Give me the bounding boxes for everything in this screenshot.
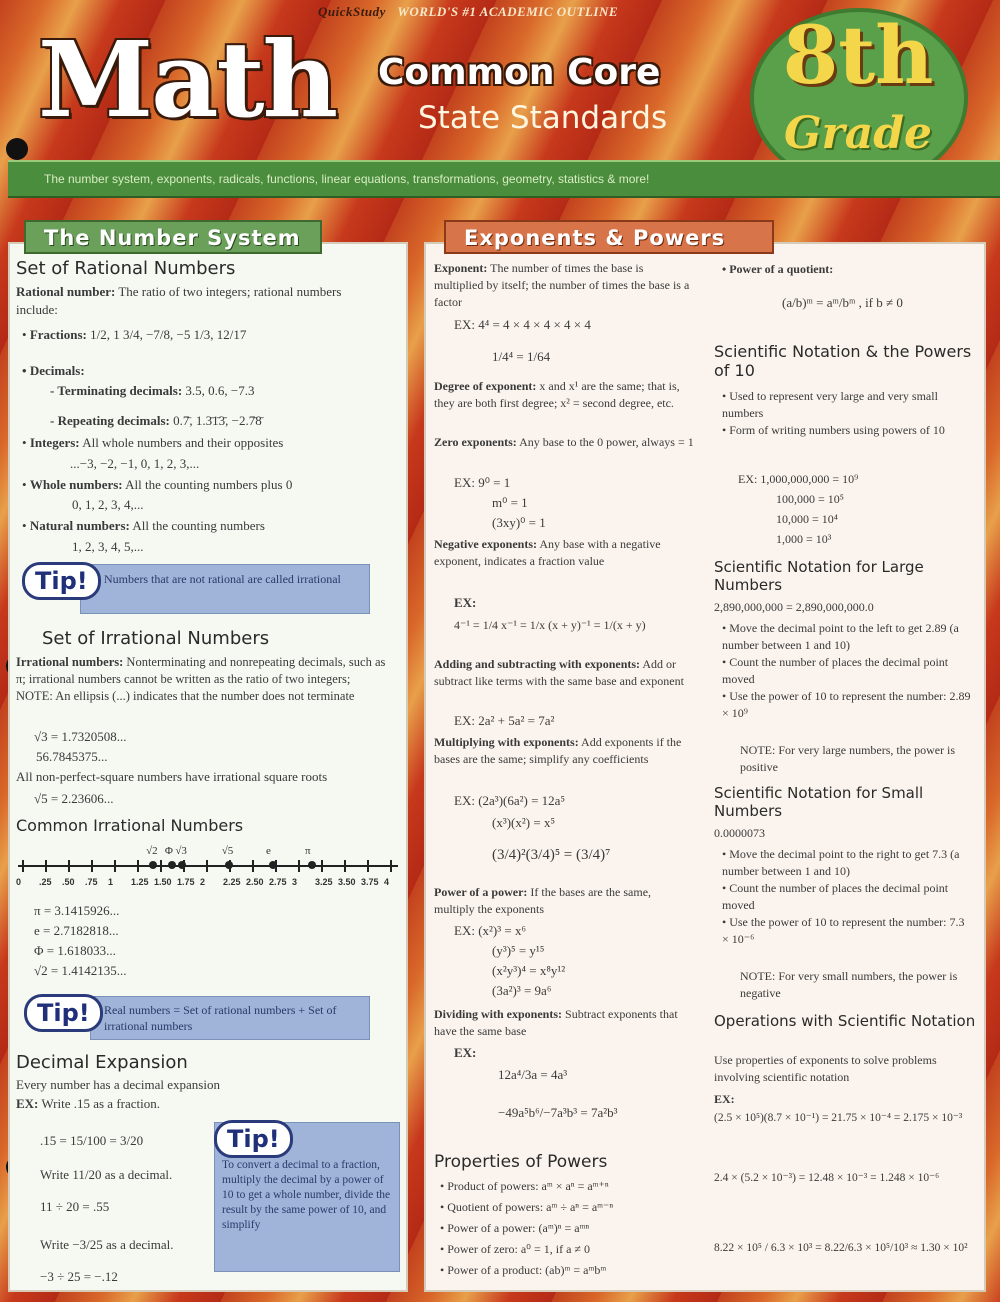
number-line-dot xyxy=(168,861,176,869)
number-line-tick-label: 4 xyxy=(384,877,390,887)
irrational-def: Irrational numbers: Nonterminating and nonrepeating decimals, such as π; irrational numbers cannot be written as the ratio of two integers; NOTE: An ellipsis (...) indicates that the number does not terminate xyxy=(16,655,386,703)
large-bullet: • Use the power of 10 to represent the number: 2.89 × 10⁹ xyxy=(722,689,971,720)
repeating-item: - Repeating decimals: 0.7̄, 1.3̄1̄3̄, −2.7̄8̄ xyxy=(50,413,262,428)
topics-banner xyxy=(8,160,1000,198)
large-heading: Scientific Notation for Large Numbers xyxy=(714,558,924,594)
neg-ex-label: EX: xyxy=(454,595,477,610)
number-line-tick xyxy=(22,860,24,872)
ops-ex-1: (2.5 × 10⁵)(8.7 × 10⁻¹) = 21.75 × 10⁻⁴ = 2.175 × 10⁻³ xyxy=(714,1112,963,1124)
number-line-dot-label: π xyxy=(305,845,311,857)
zero-ex-2: m⁰ = 1 xyxy=(492,495,528,510)
decimal-ex: EX: Write .15 as a fraction. xyxy=(16,1096,160,1111)
number-line-tick xyxy=(252,860,254,872)
number-line-tick-label: 3.75 xyxy=(361,877,379,887)
small-bullet: • Use the power of 10 to represent the number: 7.3 × 10⁻⁶ xyxy=(722,915,965,946)
fractions-item: • Fractions: 1/2, 1 3/4, −7/8, −5 1/3, 12/17 xyxy=(22,327,247,342)
small-bullet: • Count the number of places the decimal point moved xyxy=(722,881,949,912)
add-ex: EX: 2a² + 5a² = 7a² xyxy=(454,713,555,728)
sci-bullet: • Used to represent very large and very small numbers xyxy=(722,389,938,420)
common-irrational-heading: Common Irrational Numbers xyxy=(16,816,244,835)
number-line-tick-label: 2.50 xyxy=(246,877,264,887)
whole-vals: 0, 1, 2, 3, 4,... xyxy=(72,497,144,512)
number-line-tick-label: 3.50 xyxy=(338,877,356,887)
decimal-eq1: .15 = 15/100 = 3/20 xyxy=(40,1133,144,1148)
number-line-tick-label: 3 xyxy=(292,877,298,887)
number-line-tick-label: 1.25 xyxy=(131,877,149,887)
pow-ex-4: (3a²)³ = 9a⁶ xyxy=(492,983,552,998)
rational-heading: Set of Rational Numbers xyxy=(16,258,236,279)
pow-ex-2: (y³)⁵ = y¹⁵ xyxy=(492,943,545,958)
natural-item: • Natural numbers: All the counting numbers xyxy=(22,518,265,533)
number-line-tick xyxy=(206,860,208,872)
sci-ex-3: 10,000 = 10⁴ xyxy=(776,512,838,526)
sqrt3-continued: 56.7845375... xyxy=(36,749,108,764)
sci-ex-4: 1,000 = 10³ xyxy=(776,532,832,546)
natural-vals: 1, 2, 3, 4, 5,... xyxy=(72,539,144,554)
decimals-label: • Decimals: xyxy=(22,363,85,378)
title-state-standards: State Standards xyxy=(418,100,668,136)
topics-banner-text: The number system, exponents, radicals, functions, linear equations, transformations, geometry, statistics & more! xyxy=(44,172,650,186)
sci-ex-1: EX: 1,000,000,000 = 10⁹ xyxy=(738,472,859,486)
nonperfect-note: All non-perfect-square numbers have irrational square roots xyxy=(16,769,328,784)
degree-def: Degree of exponent: x and x¹ are the same; that is, they are both first degree; x² = second degree, etc. xyxy=(434,379,680,410)
whole-item: • Whole numbers: All the counting numbers plus 0 xyxy=(22,477,293,492)
pow-def: Power of a power: If the bases are the same, multiply the exponents xyxy=(434,885,652,916)
decimal-eq2: 11 ÷ 20 = .55 xyxy=(40,1199,110,1214)
grade-number: 8th xyxy=(782,8,934,102)
prop-item: • Power of a product: (ab)ᵐ = aᵐbᵐ xyxy=(440,1263,607,1277)
small-bullet: • Move the decimal point to the right to get 7.3 (a number between 1 and 10) xyxy=(722,847,960,878)
div-ex-1: 12a⁴/3a = 4a³ xyxy=(498,1067,568,1082)
publisher-brand: QuickStudy xyxy=(318,4,386,19)
small-note: NOTE: For very small numbers, the power is negative xyxy=(740,969,958,1000)
number-line-tick xyxy=(91,860,93,872)
punch-hole-top xyxy=(6,138,28,160)
phi-value: Φ = 1.618033... xyxy=(34,943,116,958)
number-line-tick xyxy=(137,860,139,872)
prop-item: • Quotient of powers: aᵐ ÷ aⁿ = aᵐ⁻ⁿ xyxy=(440,1200,614,1214)
publisher-line xyxy=(318,4,618,20)
prop-item: • Power of zero: a⁰ = 1, if a ≠ 0 xyxy=(440,1242,590,1256)
decimal-intro: Every number has a decimal expansion xyxy=(16,1077,220,1092)
pow-ex-3: (x²y³)⁴ = x⁸y¹² xyxy=(492,963,566,978)
number-line-dot xyxy=(308,861,316,869)
number-line-tick-label: 1.50 xyxy=(154,877,172,887)
number-line-tick xyxy=(344,860,346,872)
ops-ex-label: EX: xyxy=(714,1092,735,1106)
number-line-tick-label: 2 xyxy=(200,877,206,887)
decimal-heading: Decimal Expansion xyxy=(16,1052,188,1073)
tip-text-2: Real numbers = Set of rational numbers + Set of irrational numbers xyxy=(104,1003,337,1033)
tip-bubble-3: Tip! xyxy=(214,1120,293,1158)
zero-ex-1: EX: 9⁰ = 1 xyxy=(454,475,511,490)
large-num: 2,890,000,000 = 2,890,000,000.0 xyxy=(714,600,874,614)
number-line-tick xyxy=(321,860,323,872)
small-bullets xyxy=(722,846,974,948)
terminating-item: - Terminating decimals: 3.5, 0.6, −7.3 xyxy=(50,383,255,398)
mult-ex-1: EX: (2a³)(6a²) = 12a⁵ xyxy=(454,793,565,808)
neg-ex: 4⁻¹ = 1/4 x⁻¹ = 1/x (x + y)⁻¹ = 1/(x + y) xyxy=(454,618,646,632)
number-line-dot-label: e xyxy=(266,845,271,857)
large-bullet: • Count the number of places the decimal point moved xyxy=(722,655,949,686)
quot-formula: (a/b)ᵐ = aᵐ/bᵐ , if b ≠ 0 xyxy=(782,295,903,310)
grade-word: Grade xyxy=(783,108,933,159)
number-line-dot-label: Φ xyxy=(164,845,173,857)
ops-def: Use properties of exponents to solve problems involving scientific notation xyxy=(714,1053,937,1084)
zero-def: Zero exponents: Any base to the 0 power, always = 1 xyxy=(434,435,694,449)
number-line-tick-label: .25 xyxy=(39,877,52,887)
tab-number-system: The Number System xyxy=(24,220,322,254)
number-line-dot-label: √2 xyxy=(146,845,158,857)
props-heading: Properties of Powers xyxy=(434,1152,608,1172)
sci-heading: Scientific Notation & the Powers of 10 xyxy=(714,342,972,380)
small-num: 0.0000073 xyxy=(714,826,765,840)
number-line-tick xyxy=(68,860,70,872)
number-line-tick-label: .50 xyxy=(62,877,75,887)
large-note: NOTE: For very large numbers, the power is positive xyxy=(740,743,956,774)
sci-bullet: • Form of writing numbers using powers of 10 xyxy=(722,423,945,437)
pow-ex-1: EX: (x²)³ = x⁶ xyxy=(454,923,527,938)
number-line-tick xyxy=(367,860,369,872)
number-line-dot xyxy=(269,861,277,869)
div-ex-label: EX: xyxy=(454,1045,477,1060)
rational-def: Rational number: The ratio of two integers; rational numbers include: xyxy=(16,284,342,317)
number-line-tick-label: 2.25 xyxy=(223,877,241,887)
number-line-dot-label: √5 xyxy=(221,845,234,857)
number-line-dot-label: √3 xyxy=(175,845,187,857)
tip-text-3: To convert a decimal to a fraction, multiply the decimal by a power of 10 to get a whole number, divide the result by the same power of 10, and simplify xyxy=(222,1159,391,1231)
mult-ex-2: (x³)(x²) = x⁵ xyxy=(492,815,555,830)
tip-bubble-2: Tip! xyxy=(24,994,103,1032)
mult-def: Multiplying with exponents: Add exponents if the bases are the same; simplify any coefficients xyxy=(434,735,682,766)
decimal-write2: Write −3/25 as a decimal. xyxy=(40,1237,174,1252)
e-value: e = 2.7182818... xyxy=(34,923,119,938)
props-list xyxy=(440,1176,613,1281)
prop-item: • Product of powers: aᵐ × aⁿ = aᵐ⁺ⁿ xyxy=(440,1179,609,1193)
number-line-tick-label: 1 xyxy=(108,877,114,887)
tab-exponents-powers: Exponents & Powers xyxy=(444,220,774,254)
number-line-dot xyxy=(225,861,233,869)
prop-item: • Power of a power: (aᵐ)ⁿ = aᵐⁿ xyxy=(440,1221,590,1235)
zero-ex-3: (3xy)⁰ = 1 xyxy=(492,515,546,530)
exponent-def: Exponent: The number of times the base is multiplied by itself; the number of times the base is a factor xyxy=(434,261,690,309)
sqrt3-value: √3 = 1.7320508... xyxy=(34,729,127,744)
number-line-tick xyxy=(298,860,300,872)
exponent-ex1: EX: 4⁴ = 4 × 4 × 4 × 4 × 4 xyxy=(454,317,591,332)
decimal-write1: Write 11/20 as a decimal. xyxy=(40,1167,173,1182)
number-line-tick-label: .75 xyxy=(85,877,98,887)
title-common-core: Common Core xyxy=(378,52,661,93)
neg-def: Negative exponents: Any base with a negative exponent, indicates a fraction value xyxy=(434,537,661,568)
sqrt2-value: √2 = 1.4142135... xyxy=(34,963,127,978)
exponent-ex1b: 1/4⁴ = 1/64 xyxy=(492,349,551,364)
number-line xyxy=(18,865,398,867)
pi-value: π = 3.1415926... xyxy=(34,903,120,918)
mult-ex-3: (3/4)²(3/4)⁵ = (3/4)⁷ xyxy=(492,847,611,863)
small-heading: Scientific Notation for Small Numbers xyxy=(714,784,924,820)
integers-item: • Integers: All whole numbers and their opposites xyxy=(22,435,284,450)
number-line-tick xyxy=(114,860,116,872)
large-bullet: • Move the decimal point to the left to get 2.89 (a number between 1 and 10) xyxy=(722,621,959,652)
number-line-tick-label: 2.75 xyxy=(269,877,287,887)
add-def: Adding and subtracting with exponents: Add or subtract like terms with the same base and exponent xyxy=(434,657,684,688)
sci-bullets xyxy=(722,388,972,439)
number-line-tick xyxy=(45,860,47,872)
ops-ex-3: 8.22 × 10⁵ / 6.3 × 10³ = 8.22/6.3 × 10⁵/10³ ≈ 1.30 × 10² xyxy=(714,1242,968,1254)
div-ex-2: −49a⁵b⁶/−7a³b³ = 7a²b³ xyxy=(498,1105,618,1120)
integers-vals: ...−3, −2, −1, 0, 1, 2, 3,... xyxy=(70,456,200,471)
publisher-tagline: WORLD'S #1 ACADEMIC OUTLINE xyxy=(397,4,619,19)
number-line-tick-label: 1.75 xyxy=(177,877,195,887)
header xyxy=(0,0,1000,210)
sci-ex-2: 100,000 = 10⁵ xyxy=(776,492,844,506)
irrational-heading: Set of Irrational Numbers xyxy=(42,628,270,649)
title-math: Math xyxy=(38,18,337,141)
number-line-tick xyxy=(160,860,162,872)
tip-text-1: Numbers that are not rational are called irrational xyxy=(104,572,341,586)
number-line-tick-label: 0 xyxy=(16,877,22,887)
quot-label: • Power of a quotient: xyxy=(722,262,834,276)
sqrt5-value: √5 = 2.23606... xyxy=(34,791,114,806)
number-line-tick xyxy=(390,860,392,872)
large-bullets xyxy=(722,620,974,722)
tip-bubble-1: Tip! xyxy=(22,562,101,600)
number-line-tick-label: 3.25 xyxy=(315,877,333,887)
decimal-eq3: −3 ÷ 25 = −.12 xyxy=(40,1269,118,1284)
div-def: Dividing with exponents: Subtract exponents that have the same base xyxy=(434,1007,678,1038)
ops-ex-2: 2.4 × (5.2 × 10⁻³) = 12.48 × 10⁻³ = 1.248 × 10⁻⁶ xyxy=(714,1172,940,1184)
ops-heading: Operations with Scientific Notation xyxy=(714,1012,976,1030)
